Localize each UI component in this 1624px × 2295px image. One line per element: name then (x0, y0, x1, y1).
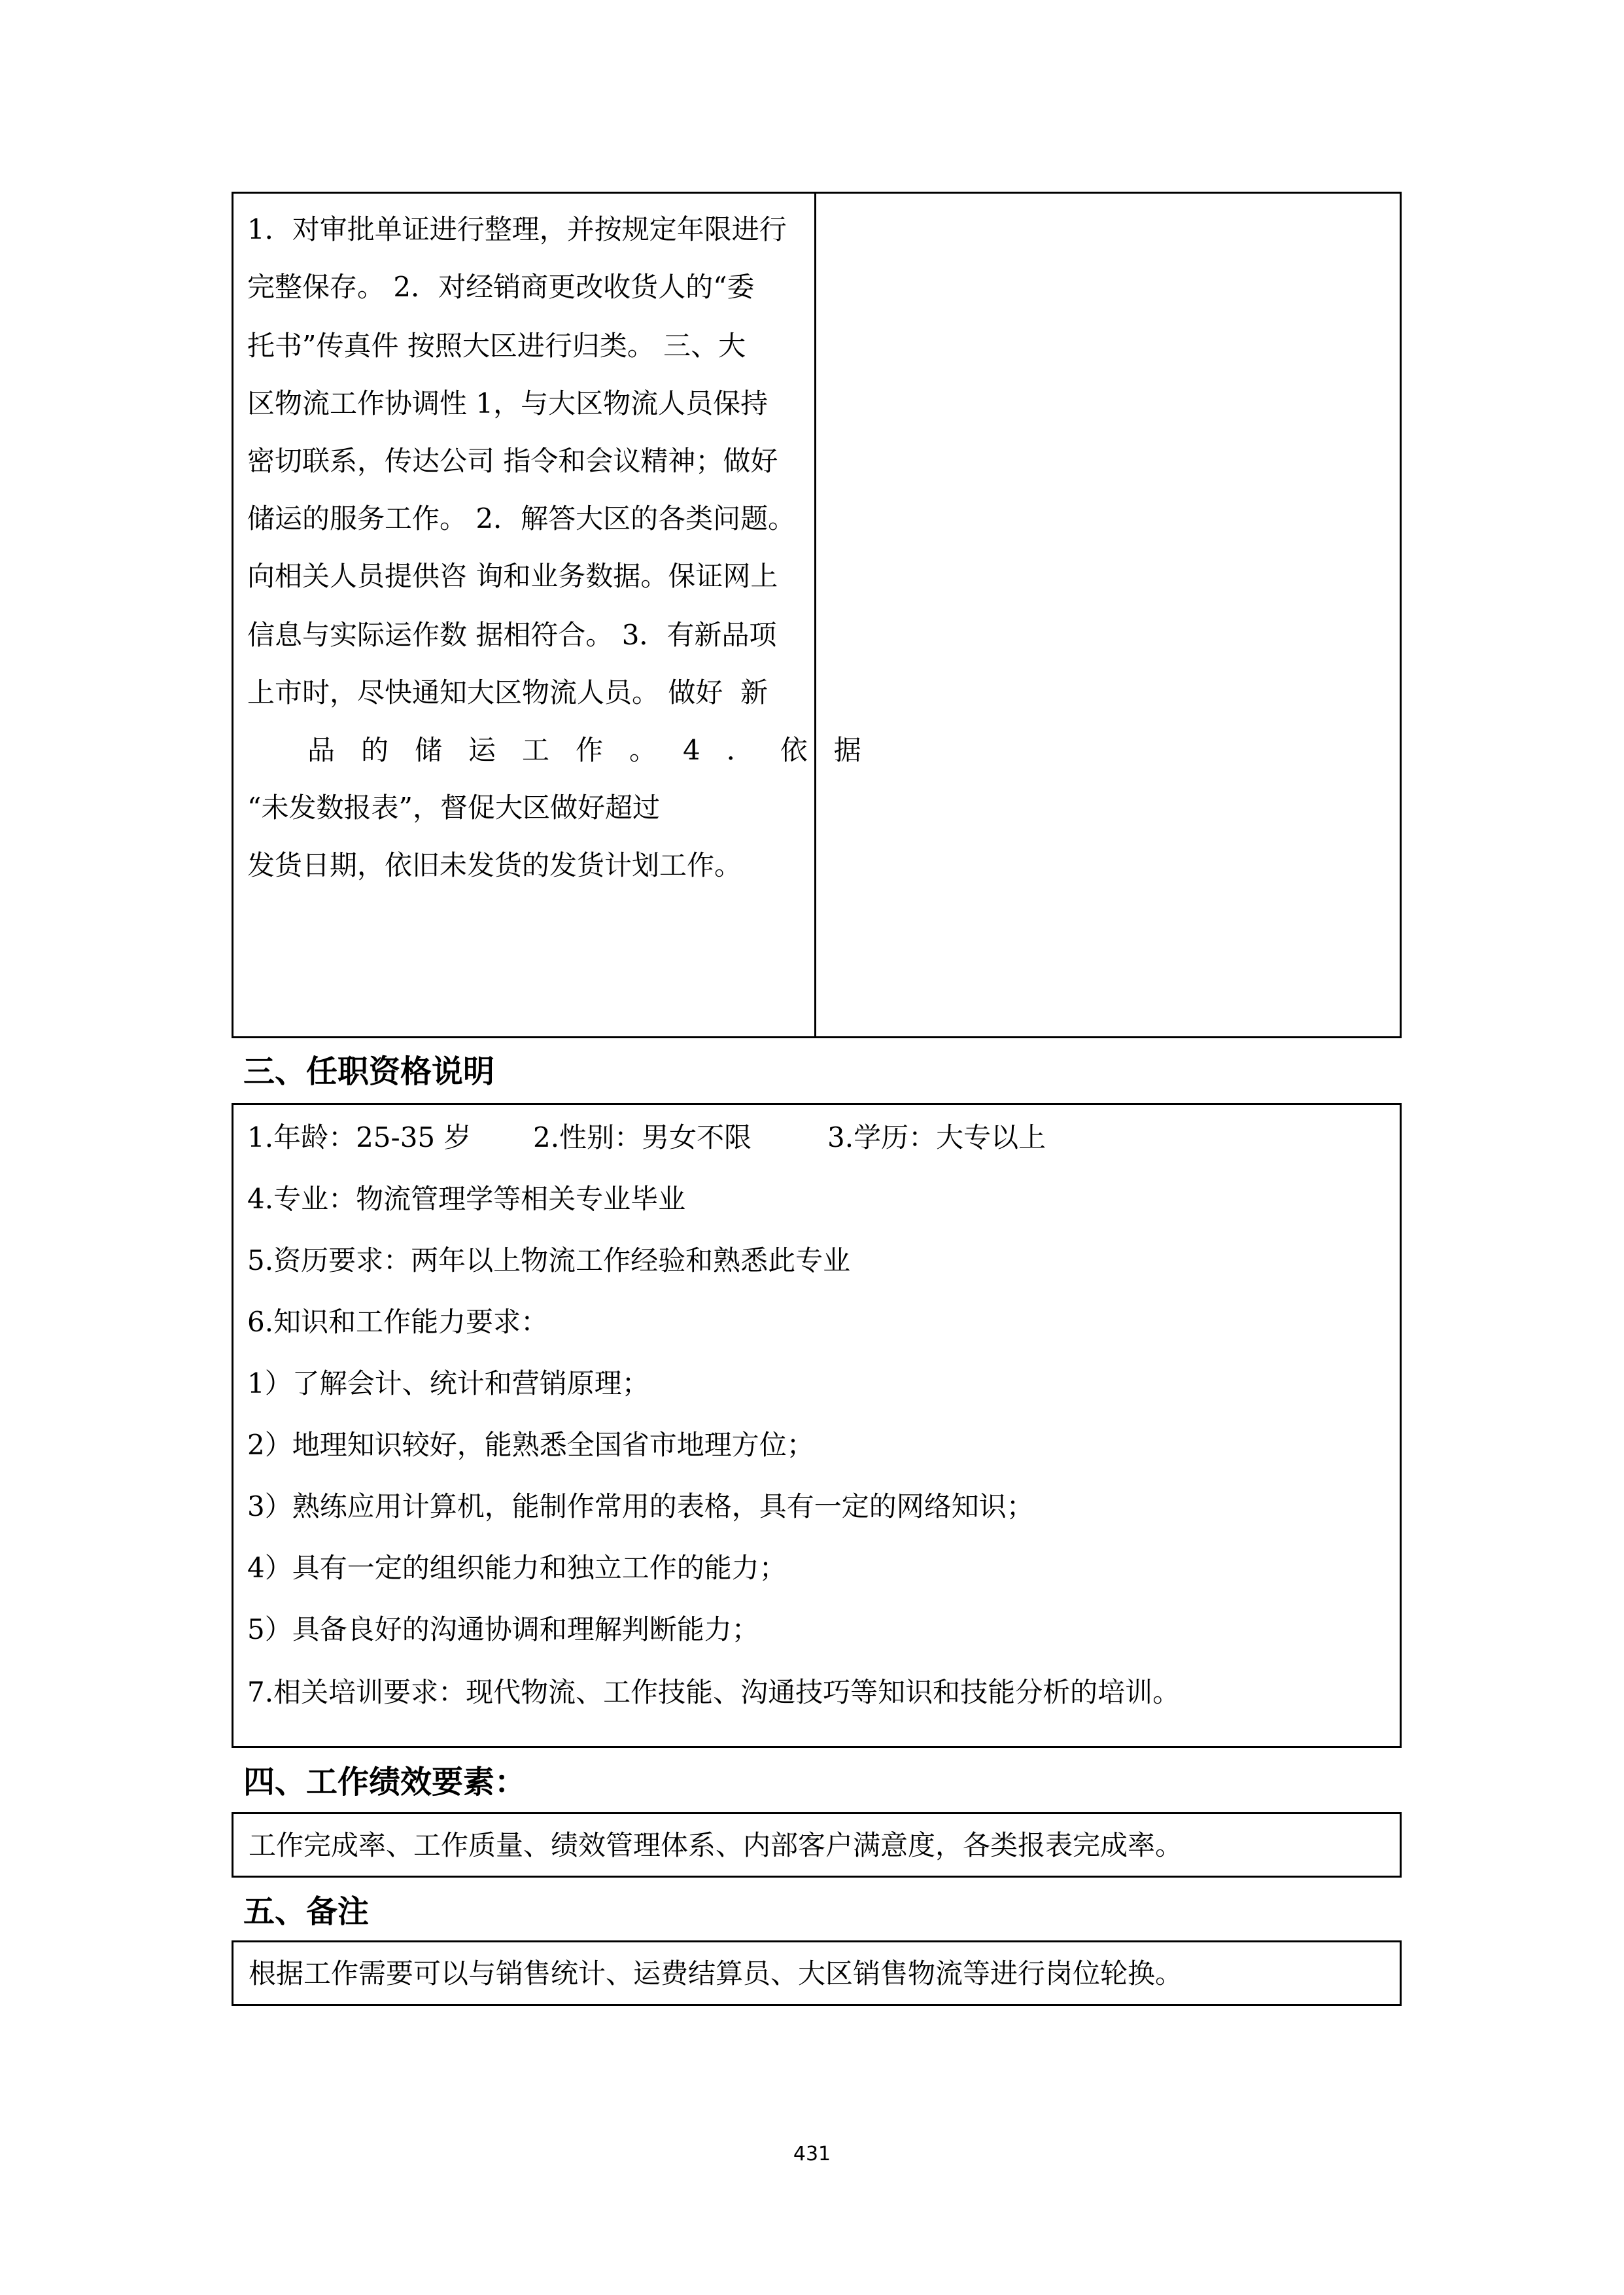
qualification-gender: 2.性别：男女不限 (533, 1121, 752, 1153)
qualification-line: 5）具备良好的沟通协调和理解判断能力； (247, 1613, 759, 1645)
qualification-line: 7.相关培训要求：现代物流、工作技能、沟通技巧等知识和技能分析的培训。 (247, 1676, 1181, 1708)
duties-line: 储运的服务工作。 2．解答大区的各类问题。 (247, 502, 796, 534)
duties-line: “未发数报表”，督促大区做好超过 (247, 792, 660, 824)
qualification-line: 3）熟练应用计算机，能制作常用的表格，具有一定的网络知识； (247, 1490, 1034, 1522)
section-title-performance: 四、工作绩效要素： (243, 1764, 527, 1800)
qualification-education: 3.学历：大专以上 (827, 1121, 1046, 1153)
qualification-line: 5.资历要求：两年以上物流工作经验和熟悉此专业 (247, 1244, 851, 1276)
performance-content: 工作完成率、工作质量、绩效管理体系、内部客户满意度，各类报表完成率。 (249, 1829, 1183, 1861)
section-title-remarks: 五、备注 (243, 1893, 370, 1930)
duties-line: 托书”传真件 按照大区进行归类。 三、大 (247, 330, 746, 362)
section-title-qualifications: 三、任职资格说明 (243, 1053, 495, 1090)
remarks-content: 根据工作需要可以与销售统计、运费结算员、大区销售物流等进行岗位轮换。 (249, 1957, 1183, 1989)
duties-right-cell (824, 203, 1387, 1027)
duties-table-divider (814, 192, 816, 1038)
qualification-line: 4.专业：物流管理学等相关专业毕业 (247, 1183, 686, 1215)
qualification-line: 2）地理知识较好，能熟悉全国省市地理方位； (247, 1429, 814, 1461)
duties-line: 发货日期，依旧未发货的发货计划工作。 (247, 849, 742, 881)
duties-line: 品的储运工作。4．依据 (307, 734, 888, 766)
duties-line: 向相关人员提供咨 询和业务数据。保证网上 (247, 560, 778, 592)
qualification-age: 1.年龄：25-35 岁 (247, 1121, 472, 1153)
duties-line: 完整保存。 2．对经销商更改收货人的“委 (247, 271, 755, 303)
duties-line: 信息与实际运作数 据相符合。 3．有新品项 (247, 619, 777, 651)
qualification-line: 1）了解会计、统计和营销原理； (247, 1367, 649, 1399)
page-number: 431 (793, 2143, 831, 2165)
qualification-line: 4）具有一定的组织能力和独立工作的能力； (247, 1552, 787, 1584)
duties-line: 区物流工作协调性 1，与大区物流人员保持 (247, 387, 769, 419)
qualification-line: 6.知识和工作能力要求： (247, 1306, 549, 1338)
duties-line: 密切联系，传达公司 指令和会议精神；做好 (247, 445, 778, 477)
duties-line: 1．对审批单证进行整理，并按规定年限进行 (247, 213, 787, 245)
duties-line: 上市时，尽快通知大区物流人员。 做好 新 (247, 676, 769, 709)
